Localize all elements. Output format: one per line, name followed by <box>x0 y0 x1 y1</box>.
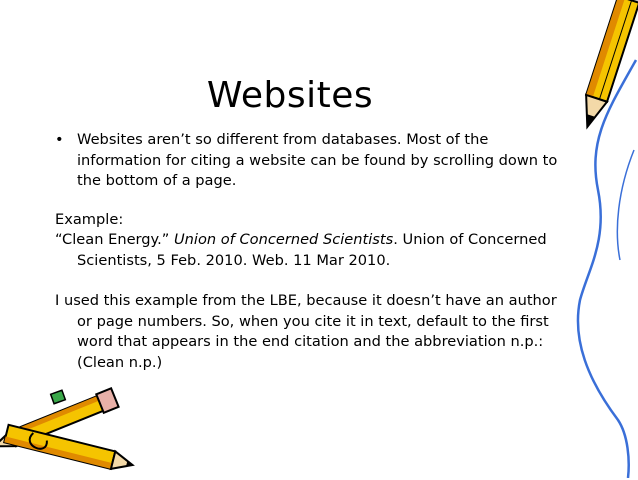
crossed-pencils-icon <box>0 380 140 480</box>
slide-title: Websites <box>206 75 374 116</box>
slide-body <box>55 130 575 373</box>
bullet-dot: • <box>55 131 64 148</box>
citation <box>55 230 575 271</box>
note-paragraph: I used this example from the LBE, because it doesn’t have an author or page numbers. So, when you cite it in text, default to the first word that appears in the end citation and the abbreviation n.p.: (Clean n.p.) <box>55 292 557 371</box>
citation-site-name: Union of Concerned Scientists <box>173 231 394 248</box>
citation-details: . Union of Concerned Scientists, 5 Feb. 2010. Web. 11 Mar 2010. <box>77 231 547 269</box>
example-label: Example: <box>55 210 124 228</box>
pencil-with-ribbon-icon <box>568 0 638 478</box>
citation-title: “Clean Energy.” <box>55 231 174 248</box>
bullet-text: Websites aren’t so different from databases. Most of the information for citing a website can be found by scrolling down to the bottom of a page. <box>77 131 558 189</box>
bullet-item <box>55 130 575 192</box>
